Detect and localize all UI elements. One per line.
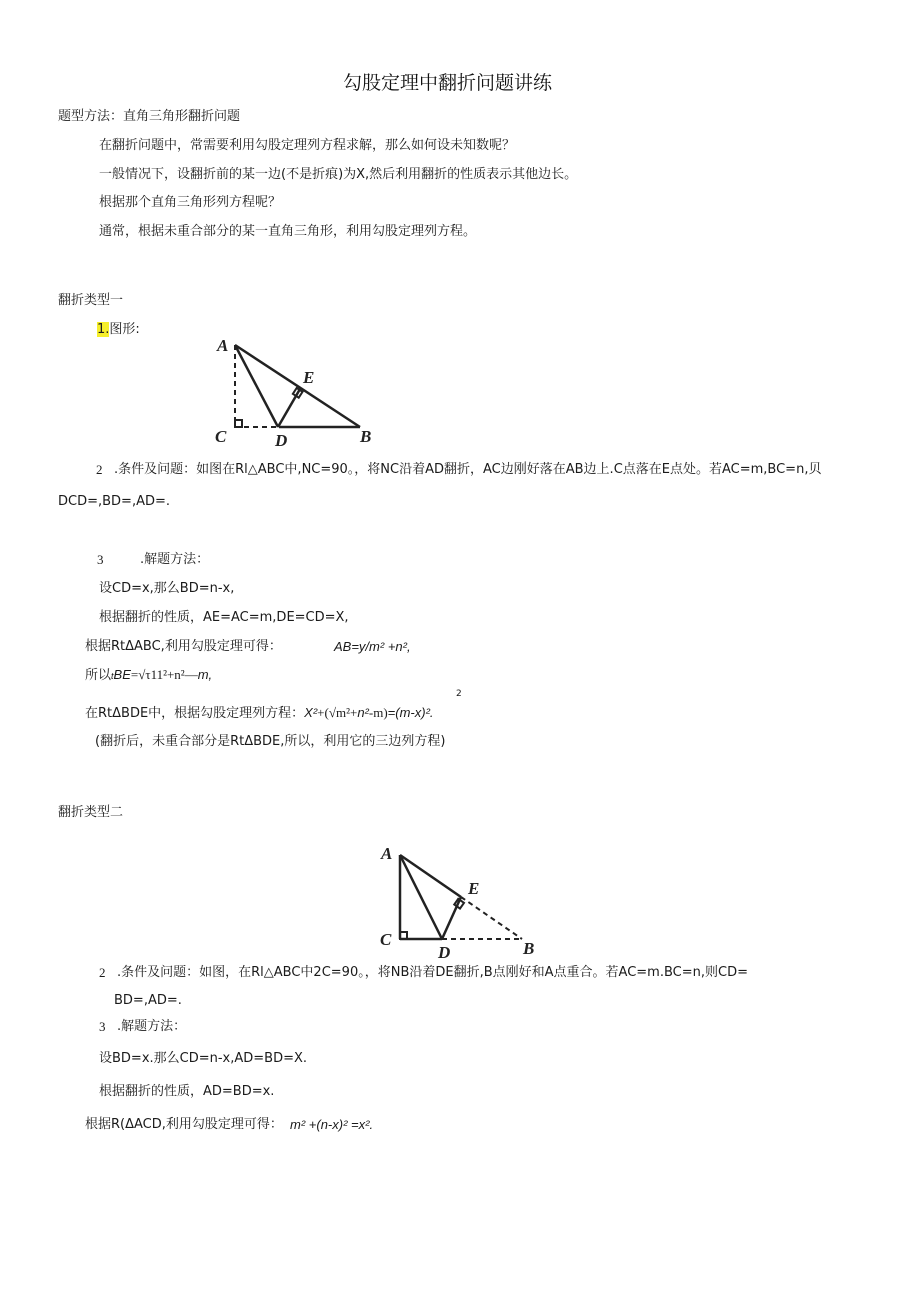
type1-step-5-prefix: 在RtΔBDE中，根据勾股定理列方程： xyxy=(85,706,305,721)
type1-item-number: 1. xyxy=(97,322,110,337)
intro-paragraph-4: 通常，根据未重合部分的某一直角三角形，利用勾股定理列方程。 xyxy=(99,224,477,239)
type2-step-2: 根据翻折的性质，AD=BD=x. xyxy=(99,1084,275,1099)
vertex-label-E: E xyxy=(303,368,315,387)
segment-DE xyxy=(442,897,461,939)
type1-triangle-figure xyxy=(205,333,390,451)
vertex-label-C: C xyxy=(215,427,227,446)
type1-heading: 翻折类型一 xyxy=(58,293,124,308)
vertex-label-A: A xyxy=(217,336,229,355)
segment-AB xyxy=(235,345,360,427)
type1-step-5-rhs: =(m-x)². xyxy=(387,705,434,720)
type2-condition-line-2: BD=,AD=. xyxy=(114,993,182,1008)
type1-step-4-root: =√τ11²+n²— xyxy=(130,667,198,682)
type1-step-3-formula: AB=y/m² +n², xyxy=(334,639,411,654)
vertex-label-E: E xyxy=(468,879,480,898)
segment-AD xyxy=(400,855,442,939)
segment-AD xyxy=(235,345,278,427)
type2-step-3: 根据R(ΔACD,利用勾股定理可得： xyxy=(85,1117,283,1132)
type1-step-4-m: m, xyxy=(197,667,213,682)
type1-step-4 xyxy=(85,668,212,682)
type2-condition-number: 2 xyxy=(99,965,106,980)
type1-step-4-be: BE xyxy=(113,667,131,682)
type1-step-5 xyxy=(85,706,434,720)
intro-paragraph-1: 在翻折问题中，常需要利用勾股定理列方程求解，那么如何设未知数呢？ xyxy=(99,138,516,153)
type1-item-text: 图形: xyxy=(109,322,140,337)
type1-figure-label xyxy=(97,323,140,336)
type1-step-2: 根据翻折的性质，AE=AC=m,DE=CD=X, xyxy=(99,610,349,625)
type1-condition-number: 2 xyxy=(96,462,103,477)
vertex-label-A: A xyxy=(381,844,393,863)
type2-solution-number: 3 xyxy=(99,1019,106,1034)
type2-heading: 翻折类型二 xyxy=(58,805,124,820)
segment-EB xyxy=(461,897,522,939)
right-angle-mark-C xyxy=(235,420,242,427)
type1-note: (翻折后，未重合部分是RtΔBDE,所以，利用它的三边列方程) xyxy=(95,734,446,749)
intro-paragraph-3: 根据那个直角三角形列方程呢？ xyxy=(99,195,282,210)
vertex-label-B: B xyxy=(523,939,535,958)
type2-solution-heading: .解题方法： xyxy=(117,1019,187,1034)
type1-step-3: 根据RtΔABC,利用勾股定理可得： xyxy=(85,639,282,654)
type2-triangle-figure xyxy=(375,838,550,963)
type1-step-5-superscript: 2 xyxy=(456,689,462,699)
type1-step-1: 设CD=x,那么BD=n-x, xyxy=(99,581,235,596)
type1-step-5-root: +(√m²+ xyxy=(317,705,358,720)
type1-step-4-subscript: t xyxy=(111,671,114,681)
vertex-label-D: D xyxy=(275,431,288,450)
vertex-label-B: B xyxy=(360,427,372,446)
type1-step-5-n: n² xyxy=(357,705,369,720)
type1-step-5-m: -m) xyxy=(368,705,388,720)
type1-solution-heading: .解题方法： xyxy=(140,552,210,567)
type1-step-4-prefix: 所以 xyxy=(85,668,112,683)
type1-condition-line-1: .条件及问题：如图在Rl△ABC中,NC=90。，将NC沿着AD翻折，AC边刚好落在AB边上.C点落在E点处。若AC=m,BC=n,贝 xyxy=(114,462,822,477)
vertex-label-D: D xyxy=(438,943,451,962)
type1-condition-line-2: DCD=,BD=,AD=. xyxy=(58,494,171,509)
page-title: 勾股定理中翻折问题讲练 xyxy=(343,72,553,94)
method-heading: 题型方法：直角三角形翻折问题 xyxy=(58,109,241,124)
type1-step-5-x: X² xyxy=(304,705,318,720)
segment-DE xyxy=(278,389,300,427)
type2-step-1: 设BD=x.那么CD=n-x,AD=BD=X. xyxy=(99,1051,308,1066)
type2-step-3-formula: m² +(n-x)² =x². xyxy=(290,1117,374,1132)
intro-paragraph-2: 一般情况下，设翻折前的某一边(不是折痕)为X,然后利用翻折的性质表示其他边长。 xyxy=(99,167,578,182)
type1-solution-number: 3 xyxy=(97,552,104,567)
vertex-label-C: C xyxy=(380,930,392,949)
type2-condition-line-1: .条件及问题：如图，在Rl△ABC中2C=90。，将NB沿着DE翻折,B点刚好和A点重合。若AC=m.BC=n,则CD= xyxy=(117,965,748,980)
